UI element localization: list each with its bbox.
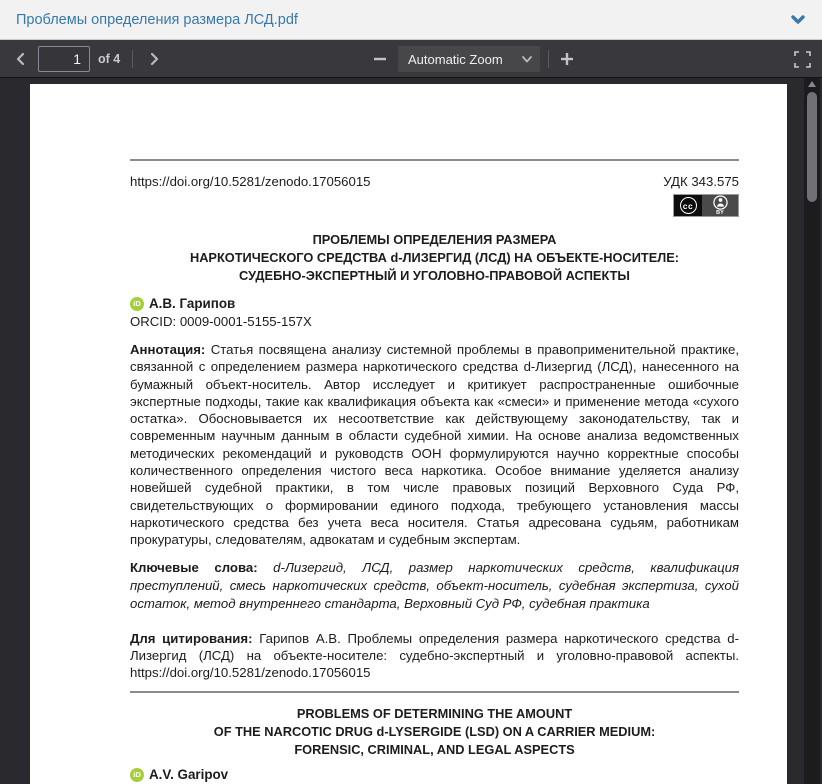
previous-page-button[interactable] (6, 45, 34, 73)
page-navigation (0, 45, 169, 73)
toolbar-divider (132, 50, 133, 68)
license-badge-row (130, 194, 739, 217)
cc-icon: cc (674, 195, 702, 216)
doi-link[interactable]: https://doi.org/10.5281/zenodo.17056015 (130, 174, 371, 189)
pdf-filename: Проблемы определения размера ЛСД.pdf (16, 11, 298, 28)
minus-icon (373, 52, 387, 66)
author-row-en (130, 767, 739, 782)
chevron-right-icon (150, 52, 160, 66)
zoom-in-button[interactable] (553, 45, 581, 73)
fullscreen-icon (794, 51, 811, 68)
zoom-controls (366, 40, 581, 78)
zoom-select[interactable] (398, 46, 540, 72)
author-name-en: A.V. Garipov (149, 767, 229, 783)
scrollbar-thumb[interactable] (807, 92, 817, 202)
by-icon (702, 195, 738, 216)
citation-label: Для цитирования: (130, 630, 253, 646)
author-row-ru (130, 296, 739, 311)
title-ru-line2: НАРКОТИЧЕСКОГО СРЕДСТВА d-ЛИЗЕРГИД (ЛСД) НА ОБЪЕКТЕ-НОСИТЕЛЕ: (189, 250, 680, 265)
top-rule (130, 159, 739, 161)
keywords-text: d-Лизергид, ЛСД, размер наркотических средств, квалификация преступлений, смесь наркотических средств, объект-носитель, судебная экспертиза, сухой остаток, метод внутреннего стандарта, Верховный Суд РФ, судебная практика (130, 559, 740, 611)
pdf-titlebar (0, 0, 822, 40)
article-title-ru (130, 231, 739, 285)
abstract-text: Статья посвящена анализу системной проблемы в правоприменительной практике, связанной с определением размера наркотического средства d-Лизергид (ЛСД), нанесенного на бумажный объект-носитель. Автор исследует и критикует распространенные ошибочные экспертные подходы, такие как квалификация объекта как «смеси» и применение метода «сухого остатка». Обосновывается их несоответствие как действующему законодательству, так и современным научным данным в области судебной химии. На основе анализа ведомственных методических рекомендаций и руководств ООН формулируются научно корректные способы количественного определения чистого веса наркотика. Особое внимание уделяется анализу новейшей судебной практики, в том числе правовых позиций Верховного Суда РФ, свидетельствующих о формировании единого подхода, требующего установления массы наркотического средства без учета веса носителя. Статья адресована судьям, работникам прокуратуры, следователям, адвокатам и судебным экспертам. (130, 342, 740, 548)
author-name-ru: А.В. Гарипов (149, 296, 236, 311)
scroll-up-arrow-icon[interactable] (808, 81, 816, 87)
pdf-toolbar (0, 40, 822, 78)
orcid-icon[interactable]: iD (130, 297, 144, 311)
next-page-button[interactable] (141, 45, 169, 73)
vertical-scrollbar[interactable] (804, 78, 820, 784)
chevron-down-icon[interactable] (790, 12, 806, 28)
cc-by-badge (673, 194, 739, 217)
title-en-line1: PROBLEMS OF DETERMINING THE AMOUNT (296, 706, 573, 722)
zoom-out-button[interactable] (366, 45, 394, 73)
orcid-id-line: ORCID: 0009-0001-5155-157X (130, 314, 312, 329)
keywords-paragraph (130, 559, 739, 613)
title-ru-line1: ПРОБЛЕМЫ ОПРЕДЕЛЕНИЯ РАЗМЕРА (312, 232, 557, 247)
keywords-label: Ключевые слова: (130, 559, 258, 575)
chevron-left-icon (15, 52, 25, 66)
zoom-select-value: Automatic Zoom (408, 51, 503, 67)
pdf-viewer-area (0, 78, 822, 784)
title-en-line3: FORENSIC, CRIMINAL, AND LEGAL ASPECTS (294, 742, 575, 758)
citation-text: Гарипов А.В. Проблемы определения размера наркотического средства d-Лизергид (ЛСД) на объекте-носителе: судебно-экспертный и уголовно-правовой аспекты. https://doi.org/10.5281/zenodo.17056015 (130, 630, 740, 681)
fullscreen-button[interactable] (788, 45, 816, 73)
title-ru-line3: СУДЕБНО-ЭКСПЕРТНЫЙ И УГОЛОВНО-ПРАВОВОЙ АСПЕКТЫ (239, 268, 630, 283)
orcid-icon[interactable]: iD (130, 768, 144, 782)
abstract-label: Аннотация: (130, 342, 206, 357)
pdf-page-1 (30, 84, 787, 784)
toolbar-right-group (788, 40, 816, 78)
article-title-en (130, 705, 739, 759)
chevron-down-icon (522, 56, 532, 63)
citation-paragraph (130, 630, 739, 682)
page-count-label: of 4 (98, 51, 121, 66)
by-label: BY (716, 210, 724, 216)
abstract-paragraph (130, 341, 739, 549)
doi-udk-row (130, 174, 739, 189)
toolbar-divider (548, 50, 549, 68)
udk-label: УДК 343.575 (663, 174, 739, 189)
plus-icon (560, 52, 574, 66)
page-number-input[interactable] (38, 46, 90, 72)
bottom-rule (130, 691, 739, 693)
title-en-line2: OF THE NARCOTIC DRUG d-LYSERGIDE (LSD) ON A CARRIER MEDIUM: (213, 724, 656, 740)
